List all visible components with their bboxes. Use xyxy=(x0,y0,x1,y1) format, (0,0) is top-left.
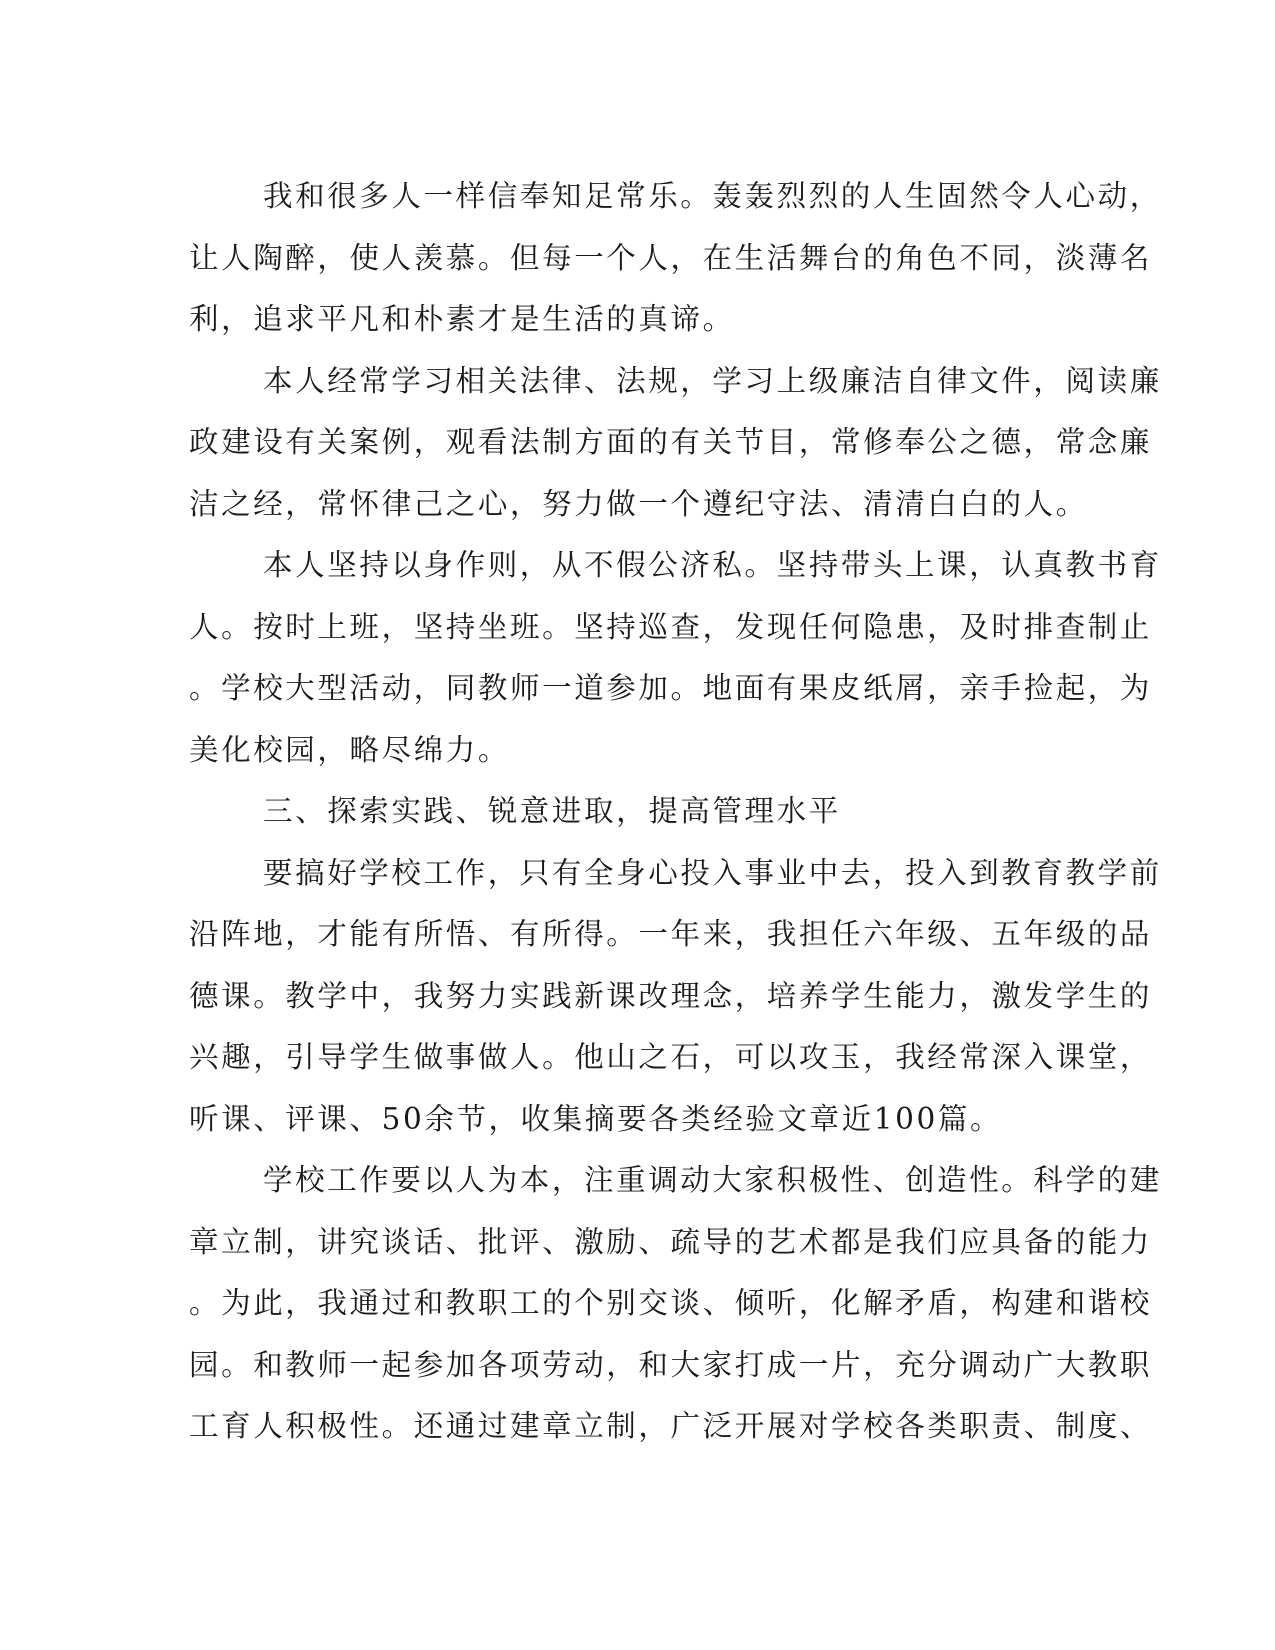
paragraph-line: 德课。教学中，我努力实践新课改理念，培养学生能力，激发学生的 xyxy=(189,978,1153,1013)
paragraph-line: 沿阵地，才能有所悟、有所得。一年来，我担任六年级、五年级的品 xyxy=(189,917,1153,951)
paragraph-line: 。为此，我通过和教职工的个别交谈、倾听，化解矛盾，构建和谐校 xyxy=(189,1286,1153,1320)
paragraph-line: 听课、评课、50余节，收集摘要各类经验文章近100篇。 xyxy=(189,1101,1003,1136)
paragraph-line: 兴趣，引导学生做事做人。他山之石，可以攻玉，我经常深入课堂， xyxy=(189,1040,1153,1074)
paragraph-3 xyxy=(189,535,1162,781)
paragraph-line: 工育人积极性。还通过建章立制，广泛开展对学校各类职责、制度、 xyxy=(189,1409,1153,1443)
paragraph-2 xyxy=(189,351,1162,536)
paragraph-line: 我和很多人一样信奉知足常乐。轰轰烈烈的人生固然令人心动， xyxy=(263,179,1162,213)
paragraph-line: 政建设有关案例，观看法制方面的有关节目，常修奉公之德，常念廉 xyxy=(189,425,1153,459)
paragraph-line: 要搞好学校工作，只有全身心投入事业中去，投入到教育教学前 xyxy=(263,855,1162,890)
paragraph-line: 园。和教师一起参加各项劳动，和大家打成一片，充分调动广大教职 xyxy=(189,1347,1153,1382)
document-body xyxy=(189,166,1162,1458)
paragraph-line: 章立制，讲究谈话、批评、激励、疏导的艺术都是我们应具备的能力 xyxy=(189,1224,1153,1259)
paragraph-line: 本人坚持以身作则，从不假公济私。坚持带头上课，认真教书育 xyxy=(263,548,1162,582)
paragraph-5 xyxy=(189,1150,1162,1458)
section-heading xyxy=(189,781,1074,843)
paragraph-line: 本人经常学习相关法律、法规，学习上级廉洁自律文件，阅读廉 xyxy=(263,363,1162,398)
paragraph-line: 利，追求平凡和朴素才是生活的真谛。 xyxy=(189,302,735,336)
paragraph-line: 学校工作要以人为本，注重调动大家积极性、创造性。科学的建 xyxy=(263,1163,1162,1197)
section-heading-text: 三、探索实践、锐意进取，提高管理水平 xyxy=(263,794,841,828)
paragraph-line: 洁之经，常怀律己之心，努力做一个遵纪守法、清清白白的人。 xyxy=(189,486,1088,521)
paragraph-4 xyxy=(189,843,1162,1151)
paragraph-line: 。学校大型活动，同教师一道参加。地面有果皮纸屑，亲手捡起，为 xyxy=(189,671,1153,705)
paragraph-1 xyxy=(189,166,1162,351)
paragraph-line: 让人陶醉，使人羡慕。但每一个人，在生活舞台的角色不同，淡薄名 xyxy=(189,240,1153,275)
paragraph-line: 美化校园，略尽绵力。 xyxy=(189,732,511,767)
paragraph-line: 人。按时上班，坚持坐班。坚持巡查，发现任何隐患，及时排查制止 xyxy=(189,609,1153,644)
